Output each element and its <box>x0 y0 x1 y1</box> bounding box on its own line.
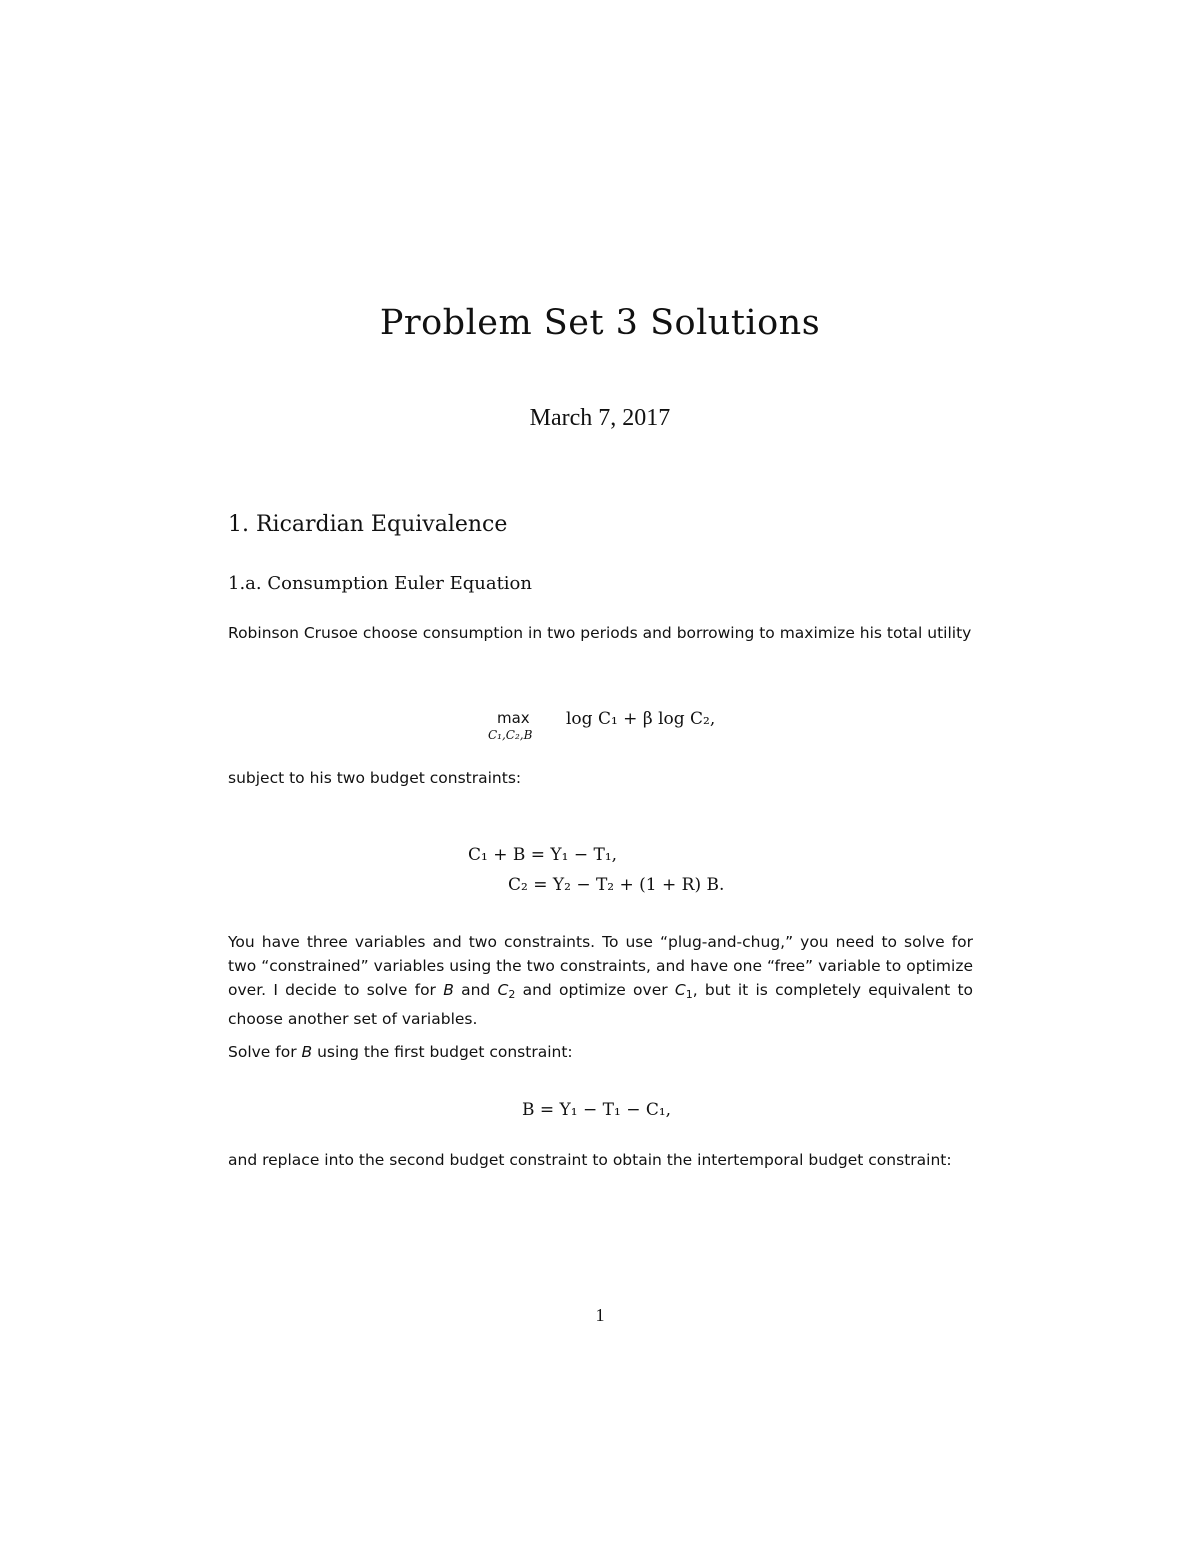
document-date: March 7, 2017 <box>529 405 671 431</box>
objective-function: log C₁ + β log C₂, <box>566 709 716 729</box>
max-subscript: C₁,C₂,B <box>488 728 533 742</box>
math-subscript: 2 <box>508 988 516 1001</box>
text-span: and optimize over <box>515 981 675 999</box>
subsection-heading: 1.a. Consumption Euler Equation <box>228 573 532 594</box>
text-span: using the first budget constraint: <box>312 1043 573 1061</box>
math-subscript: 1 <box>685 988 693 1001</box>
section-heading: 1. Ricardian Equivalence <box>228 512 508 537</box>
math-var: B <box>443 981 454 999</box>
paragraph-solve-b <box>228 1040 973 1064</box>
budget-constraint-1: C₁ + B = Y₁ − T₁, <box>468 845 618 865</box>
math-var: B <box>301 1043 313 1061</box>
text-span: , but it is completely equivalent to choose another set of variables. <box>228 981 973 1028</box>
math-var: C <box>674 981 686 999</box>
text-span: Solve for <box>228 1043 302 1061</box>
max-operator: max <box>497 709 530 727</box>
solve-b-equation: B = Y₁ − T₁ − C₁, <box>522 1100 672 1120</box>
document-title: Problem Set 3 Solutions <box>379 303 821 343</box>
page-number: 1 <box>595 1305 605 1325</box>
paragraph-intertemporal: and replace into the second budget constraint to obtain the intertemporal budget constraint: <box>228 1151 952 1169</box>
text-span: You have three variables and two constraints. To use “plug-and-chug,” you need to solve for two “constrained” variables using the two constraints, and have one “free” variable to optimize over. I decide to solve for <box>228 933 973 999</box>
paragraph-plug-and-chug <box>228 930 973 1031</box>
text-span: and <box>453 981 498 999</box>
paragraph-constraints-intro: subject to his two budget constraints: <box>228 769 522 787</box>
paragraph-intro: Robinson Crusoe choose consumption in two periods and borrowing to maximize his total utility <box>228 624 972 642</box>
budget-constraint-2: C₂ = Y₂ − T₂ + (1 + R) B. <box>508 875 725 895</box>
math-var: C <box>497 981 509 999</box>
